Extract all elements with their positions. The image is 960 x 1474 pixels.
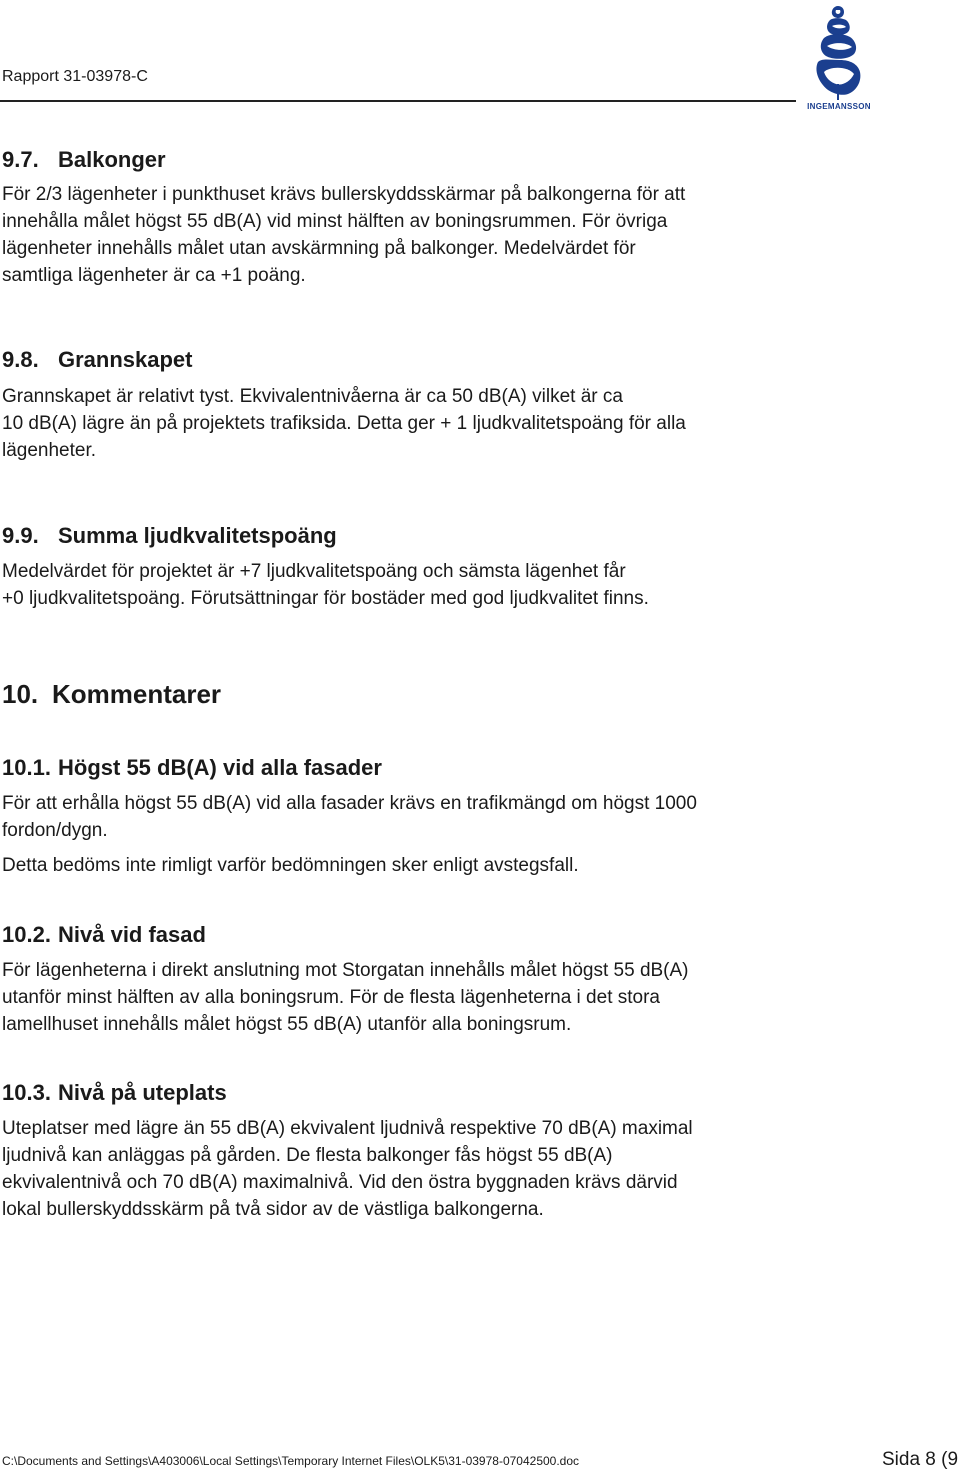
section-title: Högst 55 dB(A) vid alla fasader [58, 755, 382, 780]
report-reference: Rapport 31-03978-C [2, 68, 148, 85]
section-body-9-9 [2, 558, 802, 612]
section-heading-10-1 [2, 755, 382, 781]
paragraph-line: För 2/3 lägenheter i punkthuset krävs bullerskyddsskärmar på balkongerna för att [2, 184, 686, 205]
company-logo [800, 2, 876, 114]
footer-file-path: C:\Documents and Settings\A403006\Local Settings\Temporary Internet Files\OLK5\31-03978-07042500.doc [2, 1454, 580, 1468]
section-number: 9.8. [2, 347, 39, 372]
chapter-number: 10. [2, 679, 39, 709]
section-title: Nivå vid fasad [58, 922, 206, 947]
shell-logo-icon [800, 2, 876, 102]
paragraph-line: Medelvärdet för projektet är +7 ljudkvalitetspoäng och sämsta lägenhet får [2, 561, 626, 582]
section-body-9-7 [2, 181, 802, 289]
chapter-title: Kommentarer [52, 679, 222, 709]
paragraph-line: innehålla målet högst 55 dB(A) vid minst hälften av boningsrummen. För övriga [2, 211, 668, 232]
section-number: 10.3. [2, 1080, 51, 1105]
section-heading-9-7 [2, 147, 166, 173]
paragraph-line: Detta bedöms inte rimligt varför bedömningen sker enligt avstegsfall. [2, 855, 579, 876]
section-number: 9.9. [2, 523, 39, 548]
section-title: Nivå på uteplats [58, 1080, 227, 1105]
section-body-10-3 [2, 1115, 802, 1223]
paragraph-line: lägenheter. [2, 440, 97, 461]
section-body-10-1-note [2, 852, 802, 879]
section-title: Summa ljudkvalitetspoäng [58, 523, 337, 548]
section-title: Grannskapet [58, 347, 193, 372]
paragraph-line: Grannskapet är relativt tyst. Ekvivalentnivåerna är ca 50 dB(A) vilket är ca [2, 386, 623, 407]
chapter-heading-10 [2, 679, 221, 710]
section-heading-9-9 [2, 523, 337, 549]
paragraph-line: ekvivalentnivå och 70 dB(A) maximalnivå. Vid den östra byggnaden krävs därvid [2, 1172, 678, 1193]
paragraph-line: lamellhuset innehålls målet högst 55 dB(A) utanför alla boningsrum. [2, 1014, 572, 1035]
paragraph-line: fordon/dygn. [2, 820, 108, 841]
paragraph-line: ljudnivå kan anläggas på gården. De flesta balkonger fås högst 55 dB(A) [2, 1145, 613, 1166]
logo-wordmark: INGEMANSSON [807, 102, 871, 111]
paragraph-line: lokal bullerskyddsskärm på två sidor av de västliga balkongerna. [2, 1199, 544, 1220]
header-divider [0, 100, 796, 102]
section-heading-10-3 [2, 1080, 227, 1106]
paragraph-line: Uteplatser med lägre än 55 dB(A) ekvivalent ljudnivå respektive 70 dB(A) maximal [2, 1118, 693, 1139]
section-body-10-1 [2, 790, 802, 844]
section-heading-10-2 [2, 922, 206, 948]
paragraph-line: 10 dB(A) lägre än på projektets trafiksida. Detta ger + 1 ljudkvalitetspoäng för alla [2, 413, 686, 434]
paragraph-line: utanför minst hälften av alla boningsrum. För de flesta lägenheterna i det stora [2, 987, 660, 1008]
section-title: Balkonger [58, 147, 166, 172]
paragraph-line: +0 ljudkvalitetspoäng. Förutsättningar för bostäder med god ljudkvalitet finns. [2, 588, 649, 609]
footer-page-number: Sida 8 (9 [882, 1449, 959, 1470]
paragraph-line: lägenheter innehålls målet utan avskärmning på balkonger. Medelvärdet för [2, 238, 636, 259]
section-body-9-8 [2, 383, 802, 464]
section-number: 10.2. [2, 922, 51, 947]
section-number: 10.1. [2, 755, 51, 780]
paragraph-line: För att erhålla högst 55 dB(A) vid alla fasader krävs en trafikmängd om högst 1000 [2, 793, 697, 814]
section-body-10-2 [2, 957, 802, 1038]
section-heading-9-8 [2, 347, 193, 373]
paragraph-line: För lägenheterna i direkt anslutning mot Storgatan innehålls målet högst 55 dB(A) [2, 960, 689, 981]
paragraph-line: samtliga lägenheter är ca +1 poäng. [2, 265, 306, 286]
section-number: 9.7. [2, 147, 39, 172]
